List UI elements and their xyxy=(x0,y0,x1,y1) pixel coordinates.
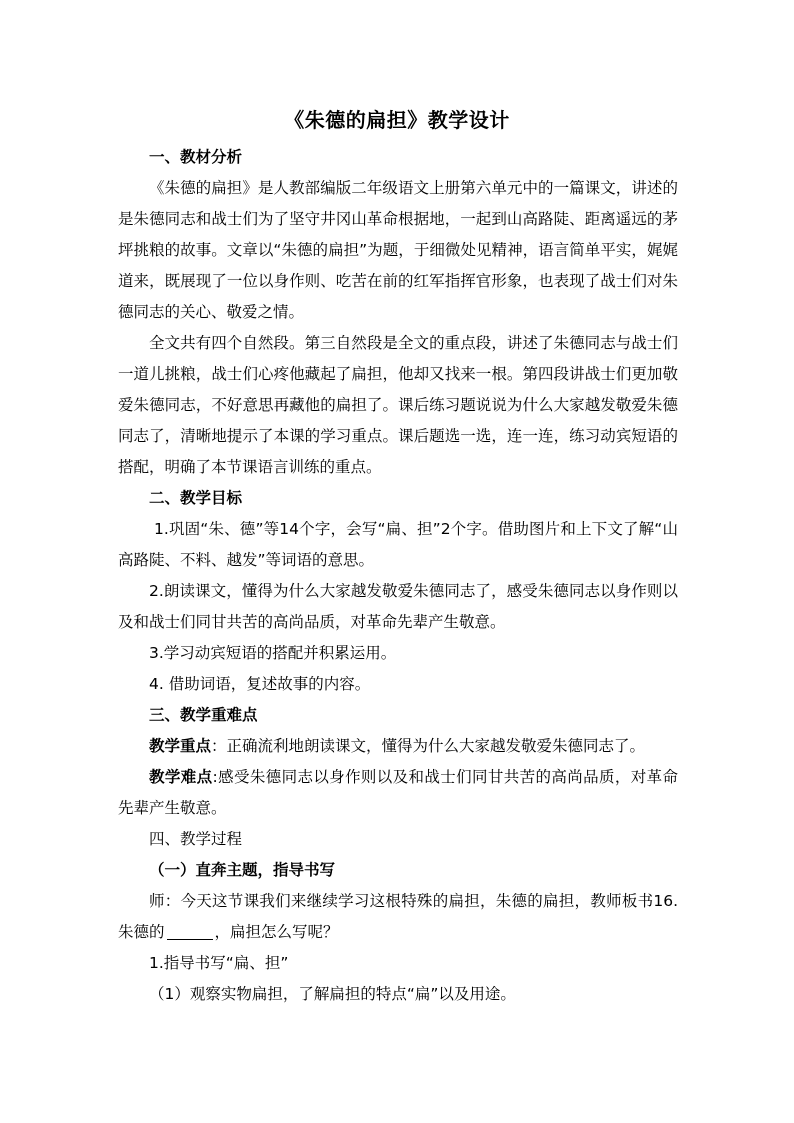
page-title: 《朱德的扁担》教学设计 xyxy=(284,108,510,132)
process-subheading-1: （一）直奔主题，指导书写 xyxy=(149,861,336,879)
section-heading-process: 四、教学过程 xyxy=(149,830,243,848)
key-point-label: 教学重点 xyxy=(149,737,212,755)
section-heading-key-points: 三、教学重难点 xyxy=(149,706,258,724)
teacher-text-part1: 师：今天这节课我们来继续学习这根特殊的扁担，朱德的扁担，教师板书16.朱德的 xyxy=(118,892,678,941)
document-body xyxy=(118,142,678,1010)
difficult-point-label: 教学难点 xyxy=(149,768,213,786)
analysis-paragraph-1: 《朱德的扁担》是人教部编版二年级语文上册第六单元中的一篇课文，讲述的是朱德同志和战士们为了坚守井冈山革命根据地，一起到山高路陡、距离遥远的茅坪挑粮的故事。文章以“朱德的扁担”为题，于细微处见精神，语言简单平实，娓娓道来，既展现了一位以身作则、吃苦在前的红军指挥官形象，也表现了战士们对朱德同志的关心、敬爱之情。 xyxy=(118,179,678,321)
goal-item-1: 1.巩固“朱、德”等14个字，会写“扁、担”2个字。借助图片和上下文了解“山高路陡、不料、越发”等词语的意思。 xyxy=(118,520,678,569)
section-heading-analysis: 一、教材分析 xyxy=(149,148,243,166)
teacher-text-part2: ，扁担怎么写呢？ xyxy=(214,923,339,941)
fill-in-blank xyxy=(167,923,213,940)
process-step-1: 1.指导书写“扁、担” xyxy=(149,954,289,972)
process-step-1-1: （1）观察实物扁担，了解扁担的特点“扁”以及用途。 xyxy=(149,985,516,1003)
goal-item-3: 3.学习动宾短语的搭配并积累运用。 xyxy=(149,644,397,662)
difficult-point-text: :感受朱德同志以身作则以及和战士们同甘共苦的高尚品质，对革命先辈产生敬意。 xyxy=(118,768,678,817)
key-point-text: ：正确流利地朗读课文，懂得为什么大家越发敬爱朱德同志了。 xyxy=(211,737,646,755)
goal-item-2: 2.朗读课文，懂得为什么大家越发敬爱朱德同志了，感受朱德同志以身作则以及和战士们同甘共苦的高尚品质，对革命先辈产生敬意。 xyxy=(118,582,678,631)
section-heading-goals: 二、教学目标 xyxy=(149,489,243,507)
key-point-paragraph xyxy=(118,731,678,762)
teacher-paragraph xyxy=(118,886,678,948)
difficult-point-paragraph xyxy=(118,762,678,824)
goal-item-4: 4. 借助词语，复述故事的内容。 xyxy=(149,675,371,693)
analysis-paragraph-2: 全文共有四个自然段。第三自然段是全文的重点段，讲述了朱德同志与战士们一道儿挑粮，战士们心疼他藏起了扁担，他却又找来一根。第四段讲战士们更加敬爱朱德同志，不好意思再藏他的扁担了。课后练习题说说为什么大家越发敬爱朱德同志了，清晰地提示了本课的学习重点。课后题选一选，连一连，练习动宾短语的搭配，明确了本节课语言训练的重点。 xyxy=(118,334,678,476)
